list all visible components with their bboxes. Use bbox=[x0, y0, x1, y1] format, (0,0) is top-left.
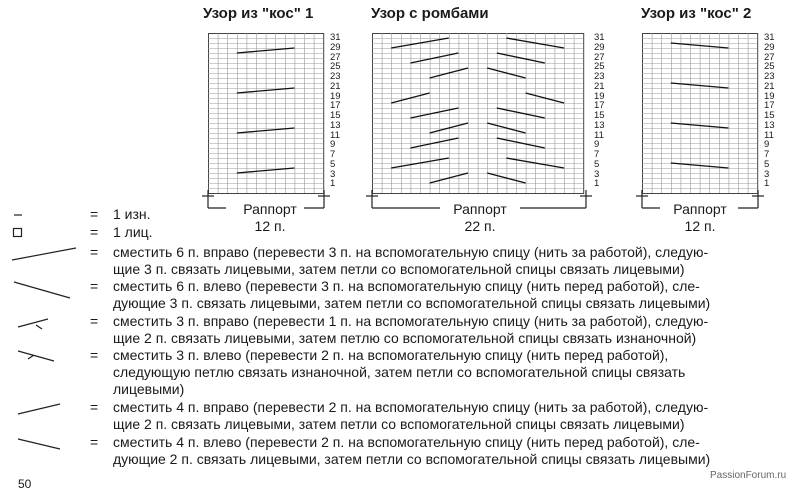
row-number: 27 bbox=[330, 51, 341, 63]
chart-1-stitches: 12 п. bbox=[254, 218, 286, 234]
row-number: 15 bbox=[594, 110, 605, 121]
legend-desc-line: дующие 3 п. связать лицевыми, затем петли со вспомогательной спицы связать лицевыми) bbox=[113, 295, 711, 312]
legend-desc bbox=[113, 313, 708, 347]
chart-1-row-numbers bbox=[330, 33, 352, 193]
row-number: 27 bbox=[764, 51, 775, 63]
row-number: 19 bbox=[594, 90, 605, 102]
legend-desc-line: щие 3 п. связать лицевыми, затем петли со вспомогательной спицы связать лицевыми) bbox=[113, 261, 685, 278]
row-number: 23 bbox=[330, 71, 341, 82]
row-number: 9 bbox=[330, 139, 336, 151]
row-number: 15 bbox=[330, 110, 341, 121]
legend-desc-line: дующие 2 п. связать лицевыми, затем петли со вспомогательной спицы связать лицевыми) bbox=[113, 451, 711, 468]
legend-desc-line: лицевыми) bbox=[113, 381, 185, 398]
row-number: 9 bbox=[764, 139, 770, 151]
row-number: 29 bbox=[330, 41, 341, 53]
legend-equals: = bbox=[90, 278, 99, 294]
dash-icon bbox=[12, 214, 24, 218]
cable-6-left-icon bbox=[10, 278, 80, 302]
chart-1-rapport-label: Раппорт bbox=[243, 201, 297, 217]
row-number: 3 bbox=[330, 168, 336, 180]
row-number: 25 bbox=[764, 61, 775, 73]
row-number: 9 bbox=[594, 139, 600, 151]
row-number: 21 bbox=[764, 80, 775, 92]
chart-3-rapport-label: Раппорт bbox=[673, 201, 727, 217]
legend-desc-line: сместить 3 п. влево (перевести 2 п. на вспомогательную спицу (нить перед работой), bbox=[113, 347, 669, 363]
chart-1-rapport bbox=[220, 201, 320, 235]
legend-desc-line: сместить 4 п. влево (перевести 2 п. на вспомогательную спицу (нить перед работой), сле- bbox=[113, 434, 700, 450]
row-number: 5 bbox=[764, 158, 770, 170]
row-number: 1 bbox=[330, 178, 336, 190]
chart-2-title: Узор с ромбами bbox=[371, 5, 489, 22]
chart-3-stitches: 12 п. bbox=[684, 218, 716, 234]
row-number: 21 bbox=[330, 80, 341, 92]
row-number: 17 bbox=[764, 100, 775, 112]
legend-desc-line: 1 изн. bbox=[113, 206, 151, 222]
legend-desc bbox=[113, 278, 710, 312]
square-icon bbox=[12, 227, 24, 239]
legend-equals: = bbox=[90, 399, 99, 415]
cable-4-right-icon bbox=[14, 399, 64, 419]
legend-desc bbox=[113, 399, 708, 433]
legend-equals: = bbox=[90, 347, 99, 363]
row-number: 23 bbox=[764, 71, 775, 82]
legend-desc-line: щие 2 п. связать лицевыми, затем петли со вспомогательной спицы связать лицевыми) bbox=[113, 416, 685, 433]
row-number: 7 bbox=[330, 149, 336, 160]
row-number: 5 bbox=[330, 158, 336, 170]
watermark: PassionForum.ru bbox=[710, 470, 787, 481]
chart-2-rapport bbox=[430, 201, 530, 235]
chart-1-title: Узор из "кос" 1 bbox=[203, 5, 314, 22]
row-number: 1 bbox=[594, 178, 600, 190]
chart-2-grid bbox=[372, 33, 588, 193]
legend-desc bbox=[113, 347, 685, 399]
row-number: 23 bbox=[594, 71, 605, 82]
row-number: 31 bbox=[330, 32, 341, 43]
row-number: 11 bbox=[330, 129, 340, 141]
row-number: 5 bbox=[594, 158, 600, 170]
row-number: 13 bbox=[594, 119, 605, 131]
legend-equals: = bbox=[90, 224, 99, 240]
legend-desc-line: сместить 6 п. вправо (перевести 3 п. на вспомогательную спицу (нить за работой), следую- bbox=[113, 244, 709, 260]
row-number: 17 bbox=[594, 100, 605, 112]
legend-equals: = bbox=[90, 244, 99, 260]
legend-desc-line: сместить 6 п. влево (перевести 3 п. на вспомогательную спицу (нить перед работой), сле- bbox=[113, 278, 700, 294]
cable-3-right-icon bbox=[14, 313, 54, 333]
chart-3-grid bbox=[642, 33, 760, 193]
row-number: 3 bbox=[764, 168, 770, 180]
row-number: 7 bbox=[764, 149, 770, 160]
row-number: 15 bbox=[764, 110, 775, 121]
legend-desc bbox=[113, 206, 151, 223]
legend-desc bbox=[113, 224, 153, 241]
row-number: 7 bbox=[594, 149, 600, 160]
legend-equals: = bbox=[90, 434, 99, 450]
row-number: 19 bbox=[764, 90, 775, 102]
legend-desc bbox=[113, 434, 710, 468]
chart-2-stitches: 22 п. bbox=[464, 218, 496, 234]
chart-3-row-numbers bbox=[764, 33, 786, 193]
row-number: 25 bbox=[330, 61, 341, 73]
row-number: 21 bbox=[594, 80, 605, 92]
row-number: 25 bbox=[594, 61, 605, 73]
row-number: 29 bbox=[594, 41, 605, 53]
cable-3-left-icon bbox=[14, 347, 54, 367]
row-number: 1 bbox=[764, 178, 770, 190]
row-number: 27 bbox=[594, 51, 605, 63]
legend-desc-line: 1 лиц. bbox=[113, 224, 153, 240]
chart-1-grid bbox=[208, 33, 326, 193]
row-number: 31 bbox=[594, 32, 605, 43]
legend-desc-line: сместить 4 п. вправо (перевести 2 п. на вспомогательную спицу (нить за работой), следую- bbox=[113, 399, 709, 415]
row-number: 13 bbox=[330, 119, 341, 131]
row-number: 11 bbox=[594, 129, 604, 141]
legend-desc-line: сместить 3 п. вправо (перевести 1 п. на вспомогательную спицу (нить за работой), следую- bbox=[113, 313, 709, 329]
legend-desc bbox=[113, 244, 708, 278]
row-number: 11 bbox=[764, 129, 774, 141]
cable-4-left-icon bbox=[14, 434, 64, 454]
legend-equals: = bbox=[90, 206, 99, 222]
chart-3-title: Узор из "кос" 2 bbox=[641, 5, 752, 22]
chart-2-row-numbers bbox=[594, 33, 616, 193]
row-number: 31 bbox=[764, 32, 775, 43]
row-number: 13 bbox=[764, 119, 775, 131]
row-number: 17 bbox=[330, 100, 341, 112]
page-number-fragment: 50 bbox=[18, 477, 32, 491]
row-number: 3 bbox=[594, 168, 600, 180]
legend-equals: = bbox=[90, 313, 99, 329]
cable-6-right-icon bbox=[10, 244, 80, 264]
chart-2-rapport-label: Раппорт bbox=[453, 201, 507, 217]
row-number: 29 bbox=[764, 41, 775, 53]
row-number: 19 bbox=[330, 90, 341, 102]
legend-desc-line: щие 2 п. связать лицевыми, затем петлю со вспомогательной спицы связать изнаночной) bbox=[113, 330, 697, 347]
legend-desc-line: следующую петлю связать изнаночной, затем петли со вспомогательной спицы связать bbox=[113, 364, 686, 381]
chart-3-rapport bbox=[650, 201, 750, 235]
